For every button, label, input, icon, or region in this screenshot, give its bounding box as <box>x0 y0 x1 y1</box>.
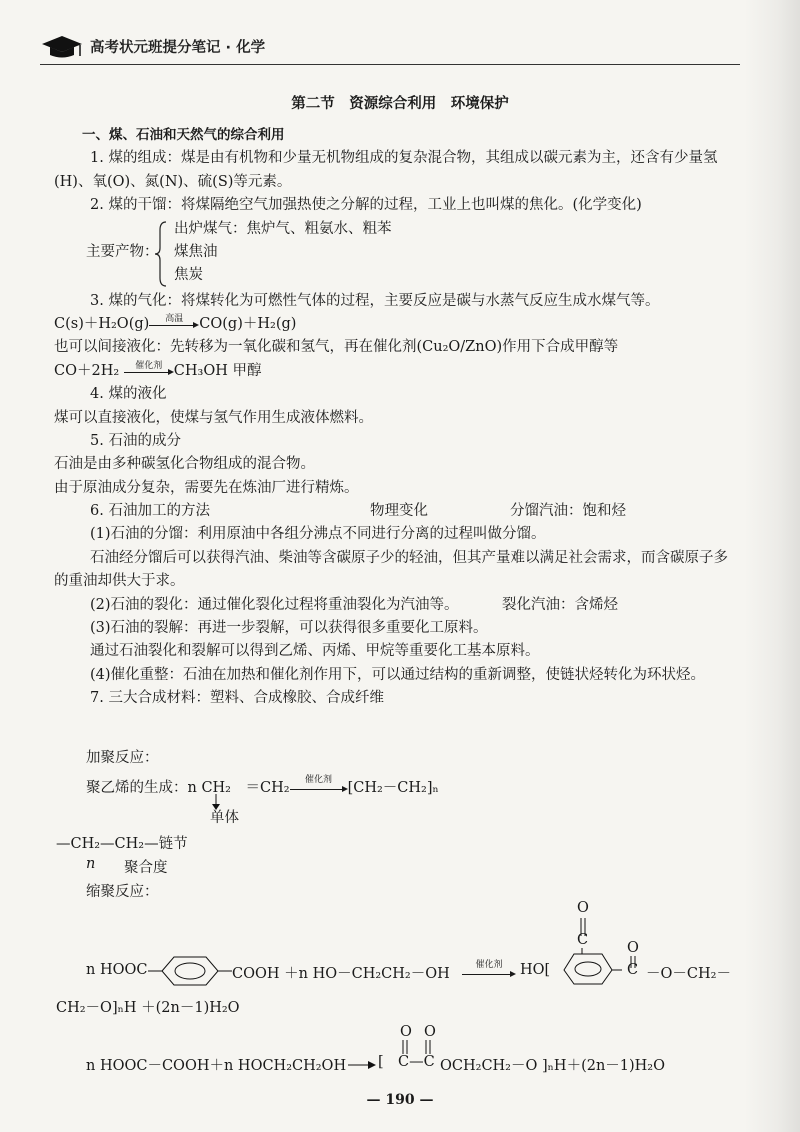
products-label: 主要产物： <box>86 243 159 260</box>
addition-reaction-label: 加聚反应： <box>86 750 159 766</box>
pe-reactant: 聚乙烯的生成：n CH₂ ＝CH₂ <box>86 780 290 796</box>
para-coal-composition-1: 1. 煤的组成：煤是由有机物和少量无机物组成的复杂混合物，其组成以碳元素为主，还含有少量氢 <box>90 150 718 167</box>
page-header <box>40 30 740 70</box>
oxalate-left: n HOOC－COOH＋n HOCH₂CH₂OH <box>86 1058 347 1074</box>
equation-methanol <box>54 360 746 383</box>
reaction-arrow-icon <box>290 775 348 795</box>
brace-icon <box>154 220 168 288</box>
polyester-left-1: n HOOC <box>86 962 148 978</box>
para-oil-refining: 由于原油成分复杂，需要先在炼油厂进行精炼。 <box>54 479 359 496</box>
product-item: 焦炭 <box>174 267 203 284</box>
monomer-label: 单体 <box>210 810 239 826</box>
heading-coal-oil-gas: 一、煤、石油和天然气的综合利用 <box>82 127 285 143</box>
arrow-condition: 催化剂 <box>305 775 333 785</box>
polyester-line-2: CH₂－O]ₙH ＋(2n－1)H₂O <box>56 1000 240 1016</box>
equation-water-gas <box>54 313 746 336</box>
oil-processing-title: 6. 石油加工的方法 <box>90 503 210 520</box>
reaction-arrow-icon <box>124 360 174 378</box>
header-divider <box>40 64 740 65</box>
products-list <box>174 218 392 288</box>
page-number: — 190 — <box>366 1092 434 1108</box>
reaction-arrow-icon <box>348 1058 376 1072</box>
main-products <box>86 218 746 290</box>
polyester-right-2: －O－CH₂－ <box>646 966 731 982</box>
eq2-right: CH₃OH 甲醇 <box>173 362 262 379</box>
carbonyl-carbon-2: C <box>627 962 639 978</box>
heading-coal-liquefaction: 4. 煤的液化 <box>90 386 167 403</box>
para-coal-gasification: 3. 煤的气化：将煤转化为可燃性气体的过程，主要反应是碳与水蒸气反应生成水煤气等。 <box>90 292 660 309</box>
physical-change-note: 物理变化 <box>370 503 428 520</box>
para-fractional-distillation: (1)石油的分馏：利用原油中各组分沸点不同进行分离的过程叫做分馏。 <box>90 526 546 543</box>
oxalate-oxygen-b: O <box>424 1024 436 1040</box>
page-body <box>54 124 746 711</box>
cracked-gasoline-note: 裂化汽油：含烯烃 <box>502 596 618 613</box>
page-shadow <box>744 0 800 1132</box>
eq1-left: C(s)＋H₂O(g) <box>54 315 150 332</box>
polyester-left-2: COOH ＋n HO－CH₂CH₂－OH <box>232 966 450 982</box>
heading-oil-processing <box>86 500 746 523</box>
graduation-cap-icon <box>40 34 84 60</box>
arrow-condition: 催化剂 <box>135 360 163 371</box>
product-item: 出炉煤气：焦炉气、粗氨水、粗苯 <box>174 220 392 237</box>
condensation-reaction-label: 缩聚反应： <box>86 884 159 900</box>
product-item: 煤焦油 <box>174 243 218 260</box>
oxalate-right: OCH₂CH₂－O ]ₙH＋(2n－1)H₂O <box>440 1058 666 1074</box>
oxalate-open-bracket: [ <box>378 1054 384 1070</box>
para-coal-distillation: 2. 煤的干馏：将煤隔绝空气加强热使之分解的过程，工业上也叫煤的焦化。(化学变化) <box>90 197 642 214</box>
para-reforming: (4)催化重整：石油在加热和催化剂作用下，可以通过结构的重新调整，使链状烃转化为环状烃。 <box>90 666 706 683</box>
arrow-condition: 高温 <box>165 313 184 324</box>
book-title: 高考状元班提分笔记 · 化学 <box>90 40 266 56</box>
distilled-gasoline-note: 分馏汽油：饱和烃 <box>510 503 626 520</box>
benzene-ring-icon <box>148 954 232 988</box>
para-pyrolysis: (3)石油的裂解：再进一步裂解，可以获得很多重要化工原料。 <box>90 620 488 637</box>
polyester-right-1: HO[ <box>520 962 551 978</box>
section-title: 第二节 资源综合利用 环境保护 <box>291 96 509 112</box>
chain-link-label: —CH₂—CH₂—链节 <box>56 836 188 852</box>
reaction-arrow-icon <box>149 313 199 331</box>
para-distillation-products-1: 石油经分馏后可以获得汽油、柴油等含碳原子少的轻油，但其产量难以满足社会需求，而含碳原子多 <box>90 549 728 566</box>
cracking-text: (2)石油的裂化：通过催化裂化过程将重油裂化为汽油等。 <box>90 596 459 613</box>
oxalate-carbon-chain: C—C <box>398 1054 435 1070</box>
degree-symbol: n <box>86 856 96 872</box>
pe-product: [CH₂－CH₂]ₙ <box>347 780 439 796</box>
para-cracking <box>86 594 746 617</box>
oxalate-oxygen-a: O <box>400 1024 412 1040</box>
para-oil-composition: 石油是由多种碳氢化合物组成的混合物。 <box>54 456 315 473</box>
heading-oil-composition: 5. 石油的成分 <box>90 432 181 449</box>
reaction-arrow-icon <box>462 960 516 980</box>
para-distillation-products-2: 的重油却供大于求。 <box>54 573 185 590</box>
para-indirect-liquefaction: 也可以间接液化：先转移为一氧化碳和氢气，再在催化剂(Cu₂O/ZnO)作用下合成甲醇等 <box>54 339 619 356</box>
carbonyl-carbon-1: C <box>577 932 589 948</box>
carbonyl-oxygen-2: O <box>627 940 639 956</box>
benzene-ring-icon <box>556 948 622 986</box>
eq1-right: CO(g)＋H₂(g) <box>199 315 297 332</box>
para-coal-composition-2: (H)、氧(O)、氮(N)、硫(S)等元素。 <box>54 173 292 190</box>
para-coal-liquefaction: 煤可以直接液化，使煤与氢气作用生成液体燃料。 <box>54 409 373 426</box>
degree-label: 聚合度 <box>124 860 168 876</box>
carbonyl-oxygen-1: O <box>577 900 589 916</box>
eq2-left: CO＋2H₂ <box>54 362 120 379</box>
para-synthetic-materials: 7. 三大合成材料：塑料、合成橡胶、合成纤维 <box>90 690 384 707</box>
arrow-condition: 催化剂 <box>475 960 503 970</box>
polyethylene-equation <box>86 776 439 797</box>
para-basic-materials: 通过石油裂化和裂解可以得到乙烯、丙烯、甲烷等重要化工基本原料。 <box>90 643 540 660</box>
